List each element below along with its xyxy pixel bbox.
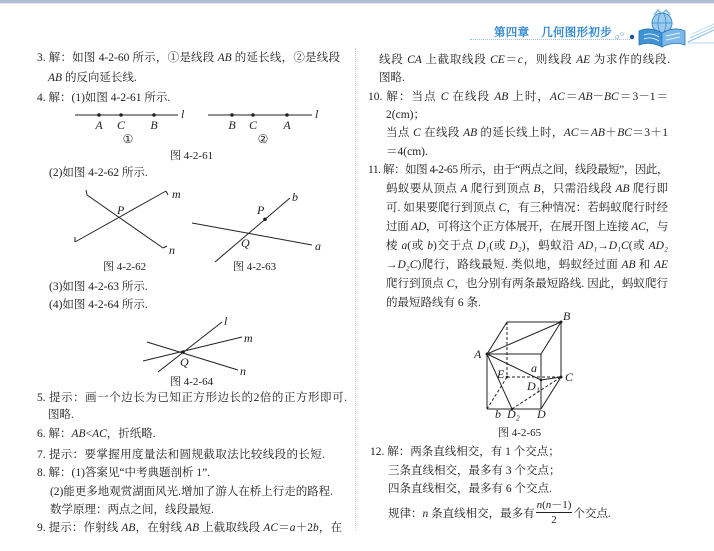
- answer-line: 爬行到顶点 C，也分别有两条最短路线. 因此，蚂蚁爬行: [386, 278, 669, 290]
- answer-line: 8. 解：(1)答案见“中考典题剖析 1”.: [37, 467, 211, 479]
- answer-line: 11. 解：如图 4-2-65 所示，由于“两点之间，线段最短”，因此，: [368, 164, 668, 176]
- intersection-label: Q: [180, 355, 189, 369]
- point-dot: [263, 218, 267, 222]
- answer-line: 线段 CA 上截取线段 CE＝c，则线段 AE 为求作的线段.: [379, 54, 671, 66]
- rule-line: [388, 499, 611, 526]
- vertex-dot: [486, 353, 489, 356]
- figure-caption: 图 4-2-61: [170, 150, 214, 162]
- answer-line: 四条直线相交，最多有 6 个交点.: [388, 483, 552, 495]
- part-mark: ①: [122, 132, 134, 146]
- line-label: l: [315, 107, 319, 121]
- vertex-label: A: [474, 347, 482, 361]
- vertex-dot: [560, 376, 563, 379]
- point-label: P: [257, 203, 265, 217]
- line-label: n: [240, 364, 246, 378]
- answer-line: 10. 解：当点 C 在线段 AB 上时，AC＝AB－BC＝3－1＝: [368, 91, 669, 103]
- line-label: n: [169, 243, 175, 257]
- chapter-title: 第四章 几何图形初步: [494, 25, 612, 39]
- vertex-label: D₂: [507, 407, 520, 421]
- answer-line: 当点 C 在线段 AB 的延长线上时，AC＝AB＋BC＝3＋1: [386, 127, 669, 139]
- point-label: P: [117, 203, 125, 217]
- vertex-label: D: [537, 407, 546, 421]
- line-label: l: [181, 107, 185, 121]
- answer-line: 2(cm)；: [386, 109, 425, 121]
- answer-line: 三条直线相交，最多有 3 个交点；: [388, 465, 561, 477]
- point-label: C: [248, 118, 258, 132]
- answer-line: 12. 解：两条直线相交，有 1 个交点；: [370, 446, 560, 458]
- answer-line: 9. 提示：作射线 AB，在射线 AB 上截取线段 AC＝a＋2b，在: [37, 522, 343, 534]
- answer-line: 棱 a(或 b)交于点 D₁(或 D₂)，蚂蚁沿 AD₁→D₁C(或 AD₂: [386, 240, 668, 252]
- answer-line: AB 的反向延长线.: [48, 72, 137, 84]
- figure-4-2-61: [60, 105, 330, 147]
- vertex-label: B: [563, 309, 571, 323]
- edge-label: b: [495, 407, 501, 421]
- header-decoration-dots: [612, 28, 638, 42]
- answer-line: ＝4(cm).: [386, 146, 428, 158]
- rule-suffix: 个交点.: [573, 507, 611, 520]
- rule-prefix: 规律：n 条直线相交，最多有: [388, 507, 535, 520]
- book-globe-logo-icon: [636, 9, 688, 49]
- point-label: A: [283, 118, 291, 132]
- answer-line: (3)如图 4-2-63 所示.: [49, 281, 148, 293]
- answer-line: 过面 AD，可将这个正方体展开，在展开图上连接 AC，与: [386, 221, 669, 233]
- answer-line: (2)能更多地观赏湖面风光.增加了游人在桥上行走的路程.: [50, 486, 333, 498]
- answer-line: 3. 解：如图 4-2-60 所示，①是线段 AB 的延长线，②是线段: [37, 52, 340, 64]
- figure-caption: 图 4-2-62: [103, 261, 147, 273]
- line-label: m: [172, 187, 181, 201]
- point-dot: [285, 113, 289, 117]
- vertex-label: D₁: [527, 379, 540, 393]
- header-streaks: [688, 22, 714, 44]
- edge-label: a: [531, 361, 537, 375]
- line-label: l: [224, 314, 228, 328]
- answer-line: (4)如图 4-2-64 所示.: [49, 299, 148, 311]
- figure-caption: 图 4-2-64: [170, 376, 214, 388]
- figure-caption: 图 4-2-63: [233, 261, 277, 273]
- answer-line: 5. 提示：画一个边长为已知正方形边长的2倍的正方形即可.: [37, 392, 347, 404]
- top-border-shade: [0, 3, 714, 4]
- point-label: B: [150, 118, 158, 132]
- point-label: C: [116, 118, 126, 132]
- line-label: a: [315, 239, 321, 253]
- point-dot: [97, 113, 101, 117]
- answer-line: 的最短路线有 6 条.: [386, 297, 481, 309]
- fraction-numerator: n(n－1): [536, 499, 572, 511]
- point-label: B: [228, 118, 236, 132]
- answer-line: 7. 提示：要掌握用度量法和圆规截取法比较线段的长短.: [37, 449, 325, 461]
- intersection-label: Q: [241, 236, 250, 250]
- fraction-denominator: 2: [551, 514, 557, 526]
- answer-line: 可. 如果要爬行到顶点 C，有三种情况：若蚂蚁爬行时经: [386, 202, 669, 214]
- answer-line: 图略.: [379, 72, 405, 84]
- vertex-dot: [540, 379, 543, 382]
- figure-caption: 图 4-2-65: [498, 427, 542, 439]
- point-label: A: [95, 118, 103, 132]
- point-dot: [119, 113, 123, 117]
- vertex-label: E: [497, 367, 505, 381]
- vertex-label: C: [565, 370, 574, 384]
- part-mark: ②: [257, 132, 269, 146]
- fraction: [536, 499, 573, 526]
- figure-4-2-62: [70, 185, 185, 257]
- figure-4-2-64: [135, 315, 257, 377]
- answer-line: 6. 解：AB<AC，折纸略.: [37, 428, 156, 440]
- line-label: m: [244, 331, 253, 345]
- answer-line: →D₂C)爬行，路线最短. 类似地，蚂蚁经过面 AB 和 AE: [386, 259, 669, 271]
- line-label: b: [292, 190, 298, 204]
- answer-line: 图略.: [48, 409, 74, 421]
- header-dotted-rule: [470, 39, 630, 40]
- figure-4-2-63: [185, 190, 325, 265]
- point-dot: [152, 113, 156, 117]
- figure-4-2-65-cube: [466, 310, 580, 422]
- point-dot: [181, 350, 185, 354]
- vertex-dot: [506, 376, 509, 379]
- answer-line: 蚂蚁要从顶点 A 爬行到顶点 B，只需沿线段 AB 爬行即: [386, 183, 669, 195]
- point-dot: [251, 113, 255, 117]
- answer-line: 数学原理：两点之间，线段最短.: [50, 504, 214, 516]
- column-divider: [355, 48, 356, 530]
- point-dot: [230, 113, 234, 117]
- answer-line: 4. 解：(1)如图 4-2-61 所示.: [37, 92, 171, 104]
- answer-line: (2)如图 4-2-62 所示.: [49, 167, 148, 179]
